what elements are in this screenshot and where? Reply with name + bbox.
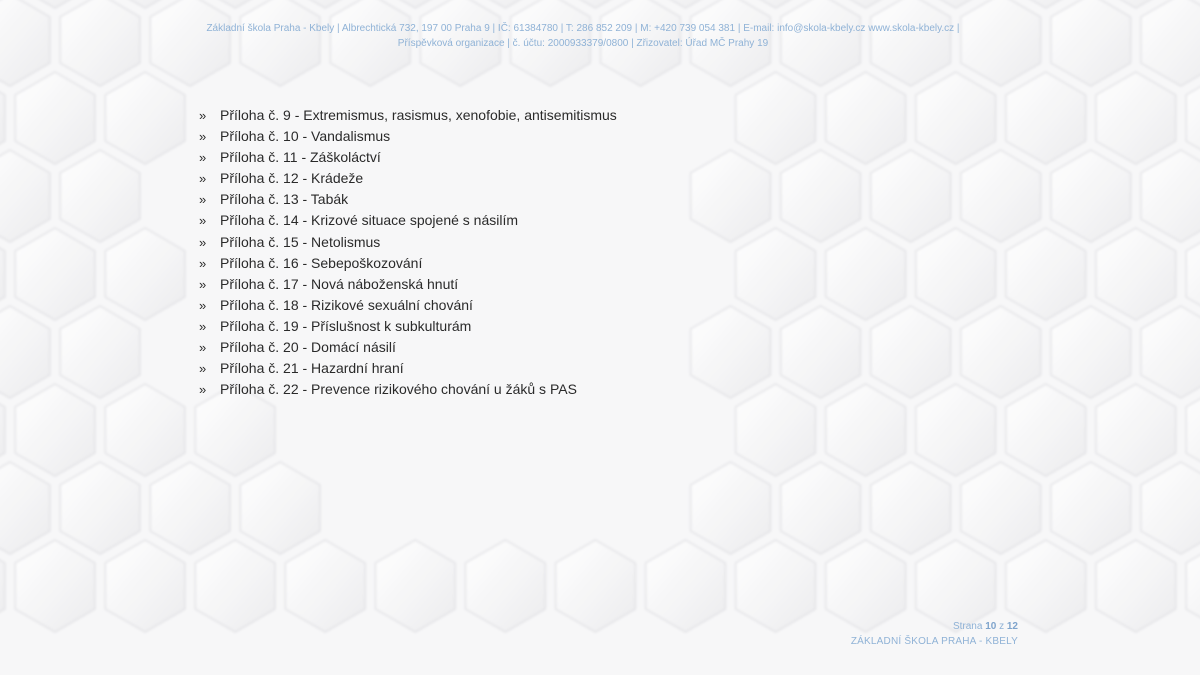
list-item-text: Příloha č. 21 - Hazardní hraní [220,360,404,377]
list-item [199,105,617,126]
bullet-glyph: » [199,129,207,145]
hexagon-shape [916,228,996,320]
hexagon-shape [1096,540,1176,632]
hexagon-shape [871,462,951,554]
bullet-glyph: » [199,361,207,377]
hexagon-shape [1186,540,1200,632]
list-item [199,274,617,295]
hexagon-shape [15,384,95,476]
hexagon-shape [60,306,140,398]
list-item [199,337,617,358]
hexagon-shape [916,384,996,476]
hexagon-shape [1186,228,1200,320]
list-item-text: Příloha č. 19 - Příslušnost k subkulturám [220,317,472,334]
hexagon-shape [736,72,816,164]
bullet-glyph: » [199,171,207,187]
bullet-glyph: » [199,234,207,250]
hexagon-shape [1006,228,1086,320]
list-item-text: Příloha č. 10 - Vandalismus [220,128,391,145]
list-item-text: Příloha č. 17 - Nová náboženská hnutí [220,275,459,292]
bullet-glyph: » [199,213,207,229]
hexagon-shape [1096,384,1176,476]
hexagon-shape [826,72,906,164]
hexagon-shape [1141,462,1200,554]
letterhead-line-2: Příspěvková organizace | č. účtu: 2000933379/0800 | Zřizovatel: Úřad MČ Prahy 19 [397,38,769,49]
hexagon-shape [826,228,906,320]
hexagon-shape [1141,306,1200,398]
hexagon-shape [60,462,140,554]
bullet-glyph: » [199,382,207,398]
page-number [851,619,1018,634]
page-separator: z [999,621,1005,632]
page-footer [851,619,1018,649]
hexagon-shape [736,384,816,476]
list-item-text: Příloha č. 15 - Netolismus [220,233,381,250]
hexagon-shape [376,540,456,632]
hexagon-shape [556,540,636,632]
hexagon-shape [1096,72,1176,164]
hexagon-shape [0,150,50,242]
hexagon-shape [0,228,5,320]
hexagon-shape [1141,150,1200,242]
footer-school-name: ZÁKLADNÍ ŠKOLA PRAHA - KBELY [850,636,1018,647]
page-total: 12 [1006,621,1018,632]
hexagon-shape [736,228,816,320]
hexagon-shape [1006,72,1086,164]
hexagon-shape [961,306,1041,398]
hexagon-shape [1006,384,1086,476]
list-item [199,168,617,189]
hexagon-shape [871,150,951,242]
bullet-glyph: » [199,150,207,166]
bullet-glyph: » [199,297,207,313]
hexagon-shape [60,150,140,242]
list-item [199,295,617,316]
hexagon-shape [781,462,861,554]
hexagon-shape [781,150,861,242]
hexagon-shape [195,540,275,632]
hexagon-shape [285,540,365,632]
hexagon-shape [691,150,771,242]
hexagon-shape [1051,462,1131,554]
hexagon-shape [961,150,1041,242]
hexagon-shape [916,72,996,164]
hexagon-shape [0,384,5,476]
hexagon-shape [736,540,816,632]
hexagon-shape [871,306,951,398]
list-item-text: Příloha č. 22 - Prevence rizikového chování u žáků s PAS [220,381,577,398]
bullet-glyph: » [199,318,207,334]
hexagon-shape [1096,228,1176,320]
list-item [199,316,617,337]
list-item-text: Příloha č. 11 - Záškoláctví [220,149,381,166]
appendix-list [199,105,617,400]
list-item [199,358,617,379]
list-item [199,189,617,210]
hexagon-shape [150,462,230,554]
list-item [199,210,617,231]
bullet-glyph: » [199,276,207,292]
hexagon-shape [961,462,1041,554]
bullet-glyph: » [199,108,207,123]
list-item-text: Příloha č. 14 - Krizové situace spojené s násilím [220,212,519,229]
hexagon-shape [15,540,95,632]
hexagon-shape [105,384,185,476]
hexagon-shape [1051,150,1131,242]
bullet-glyph: » [199,255,207,271]
hexagon-shape [105,540,185,632]
list-item [199,147,617,168]
hexagon-shape [15,228,95,320]
hexagon-shape [0,72,5,164]
hexagon-shape [105,72,185,164]
hexagon-shape [0,540,5,632]
hexagon-shape [15,72,95,164]
letterhead-line-1: Základní škola Praha - Kbely | Albrechtická 732, 197 00 Praha 9 | IČ: 61384780 | T: 286 852 209 | M: +420 739 054 381 | E-mail: info@skola-kbely.cz www.skola-kbely.cz | [206,23,960,34]
hexagon-shape [1186,72,1200,164]
bullet-glyph: » [199,192,207,208]
hexagon-shape [1186,384,1200,476]
list-item [199,232,617,253]
bullet-glyph: » [199,340,207,356]
list-item [199,379,617,400]
list-item-text: Příloha č. 20 - Domácí násilí [220,339,396,356]
letterhead [0,21,1166,51]
list-item-text: Příloha č. 13 - Tabák [220,191,349,208]
list-item-text: Příloha č. 9 - Extremismus, rasismus, xenofobie, antisemitismus [220,107,617,123]
list-item-text: Příloha č. 16 - Sebepoškozování [220,254,423,271]
hexagon-shape [240,462,320,554]
hexagon-shape [646,540,726,632]
hexagon-shape [781,306,861,398]
list-item [199,126,617,147]
list-item-text: Příloha č. 12 - Krádeže [220,170,364,187]
hexagon-shape [691,306,771,398]
list-item-text: Příloha č. 18 - Rizikové sexuální chování [220,296,473,313]
page-prefix: Strana [952,621,983,632]
page-current: 10 [985,621,997,632]
hexagon-shape [1051,306,1131,398]
hexagon-shape [826,384,906,476]
list-item [199,253,617,274]
hexagon-shape [0,462,50,554]
hexagon-shape [466,540,546,632]
hexagon-shape [0,306,50,398]
hexagon-shape [691,462,771,554]
hexagon-shape [105,228,185,320]
